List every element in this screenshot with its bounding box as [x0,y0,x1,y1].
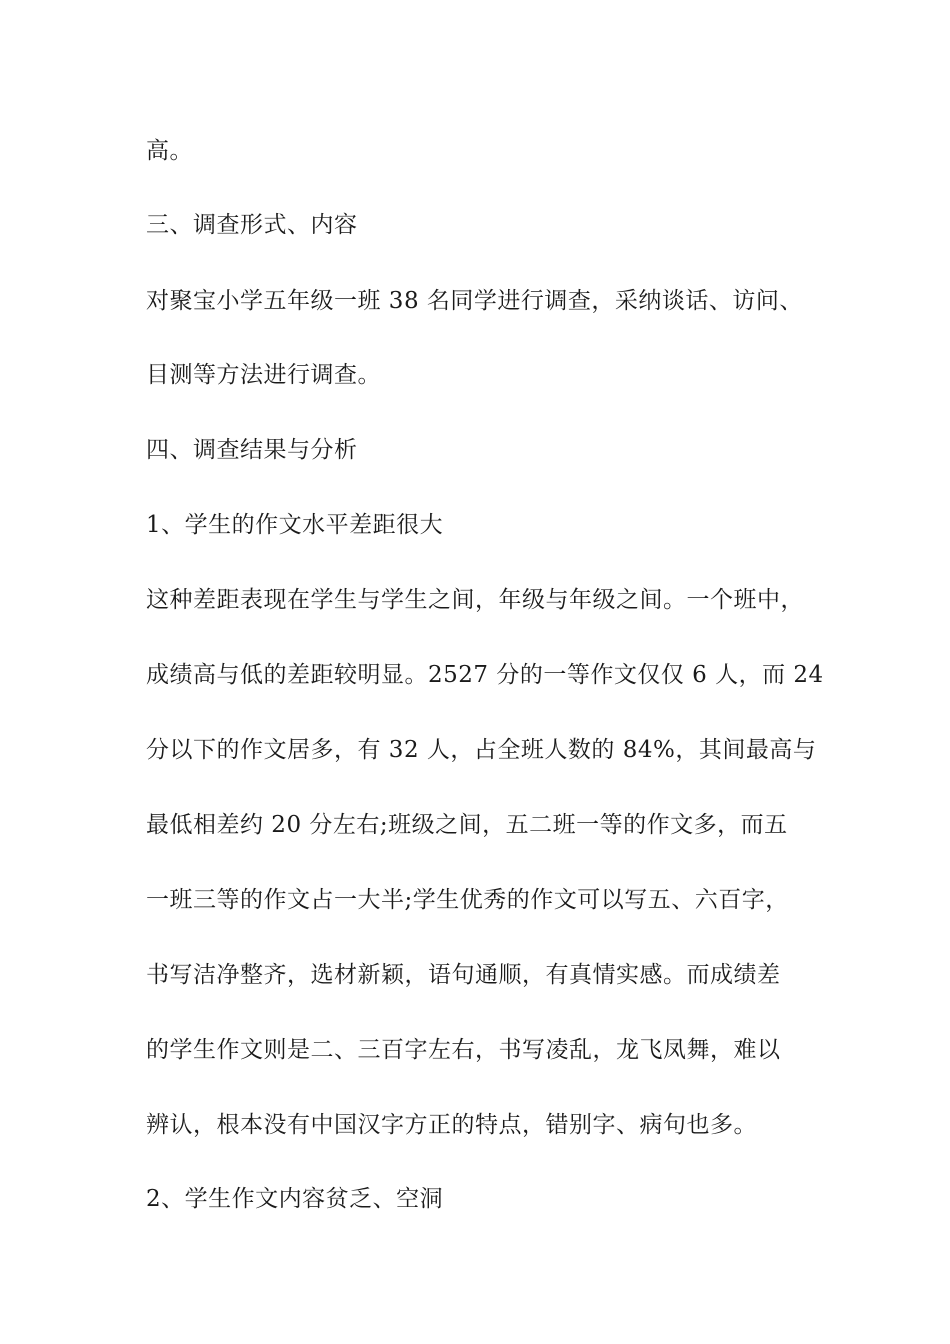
paragraph-gap-line-7: 的学生作文则是二、三百字左右，书写凌乱，龙飞凤舞，难以 [146,1037,781,1063]
paragraph-gap-line-4: 最低相差约 20 分左右;班级之间，五二班一等的作文多，而五 [146,812,788,838]
section-heading-survey-form: 三、调查形式、内容 [146,212,358,238]
subheading-content-poverty: 2、学生作文内容贫乏、空洞 [146,1186,444,1212]
paragraph-gap-line-8: 辨认，根本没有中国汉字方正的特点，错别字、病句也多。 [146,1112,757,1138]
paragraph-gap-line-5: 一班三等的作文占一大半;学生优秀的作文可以写五、六百字， [146,887,789,913]
subheading-writing-gap: 1、学生的作文水平差距很大 [146,512,444,538]
section-heading-results: 四、调查结果与分析 [146,437,358,463]
paragraph-gap-line-1: 这种差距表现在学生与学生之间，年级与年级之间。一个班中， [146,587,804,613]
paragraph-gap-line-6: 书写洁净整齐，选材新颖，语句通顺，有真情实感。而成绩差 [146,962,781,988]
paragraph-survey-line-2: 目测等方法进行调查。 [146,362,381,388]
paragraph-survey-line-1: 对聚宝小学五年级一班 38 名同学进行调查，采纳谈话、访问、 [146,288,803,314]
paragraph-gap-line-2: 成绩高与低的差距较明显。2527 分的一等作文仅仅 6 人，而 24 [146,662,824,688]
text-line-continuation: 高。 [146,138,193,164]
paragraph-gap-line-3: 分以下的作文居多，有 32 人，占全班人数的 84%，其间最高与 [146,737,817,763]
